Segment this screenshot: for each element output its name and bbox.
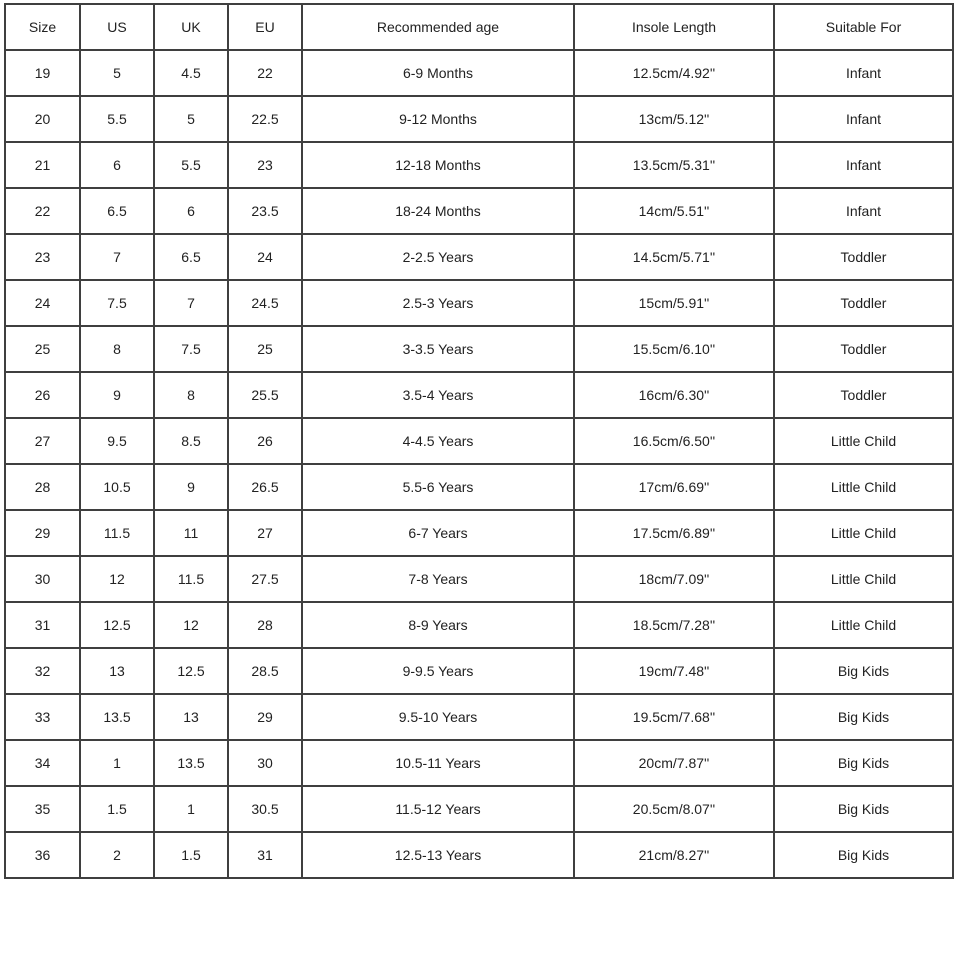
table-row <box>5 510 953 556</box>
cell-size: 28 <box>5 464 80 510</box>
cell-size: 34 <box>5 740 80 786</box>
cell-recommended-age: 9-12 Months <box>302 96 574 142</box>
cell-insole-length: 16cm/6.30'' <box>574 372 774 418</box>
cell-recommended-age: 11.5-12 Years <box>302 786 574 832</box>
cell-eu: 31 <box>228 832 302 878</box>
cell-eu: 22 <box>228 50 302 96</box>
cell-us: 12 <box>80 556 154 602</box>
cell-uk: 5.5 <box>154 142 228 188</box>
cell-recommended-age: 7-8 Years <box>302 556 574 602</box>
cell-us: 7 <box>80 234 154 280</box>
cell-uk: 7.5 <box>154 326 228 372</box>
cell-insole-length: 18.5cm/7.28'' <box>574 602 774 648</box>
table-header <box>5 4 953 50</box>
cell-uk: 12.5 <box>154 648 228 694</box>
cell-uk: 1.5 <box>154 832 228 878</box>
cell-us: 1 <box>80 740 154 786</box>
cell-insole-length: 21cm/8.27'' <box>574 832 774 878</box>
cell-suitable-for: Infant <box>774 50 953 96</box>
cell-size: 27 <box>5 418 80 464</box>
cell-us: 13 <box>80 648 154 694</box>
table-row <box>5 234 953 280</box>
cell-eu: 23.5 <box>228 188 302 234</box>
cell-suitable-for: Big Kids <box>774 740 953 786</box>
cell-insole-length: 14cm/5.51'' <box>574 188 774 234</box>
column-header-eu: EU <box>228 4 302 50</box>
cell-recommended-age: 18-24 Months <box>302 188 574 234</box>
cell-suitable-for: Little Child <box>774 418 953 464</box>
cell-suitable-for: Toddler <box>774 280 953 326</box>
cell-uk: 8.5 <box>154 418 228 464</box>
table-row <box>5 326 953 372</box>
cell-size: 26 <box>5 372 80 418</box>
cell-uk: 4.5 <box>154 50 228 96</box>
cell-insole-length: 13cm/5.12'' <box>574 96 774 142</box>
cell-recommended-age: 3.5-4 Years <box>302 372 574 418</box>
cell-insole-length: 16.5cm/6.50'' <box>574 418 774 464</box>
table-row <box>5 832 953 878</box>
cell-suitable-for: Little Child <box>774 602 953 648</box>
cell-eu: 28.5 <box>228 648 302 694</box>
cell-eu: 23 <box>228 142 302 188</box>
cell-size: 23 <box>5 234 80 280</box>
cell-insole-length: 13.5cm/5.31'' <box>574 142 774 188</box>
cell-suitable-for: Toddler <box>774 234 953 280</box>
table-row <box>5 556 953 602</box>
cell-suitable-for: Infant <box>774 142 953 188</box>
cell-uk: 13.5 <box>154 740 228 786</box>
cell-recommended-age: 5.5-6 Years <box>302 464 574 510</box>
cell-us: 6 <box>80 142 154 188</box>
table-row <box>5 602 953 648</box>
column-header-uk: UK <box>154 4 228 50</box>
cell-insole-length: 12.5cm/4.92'' <box>574 50 774 96</box>
cell-size: 19 <box>5 50 80 96</box>
cell-suitable-for: Big Kids <box>774 648 953 694</box>
table-row <box>5 142 953 188</box>
cell-suitable-for: Infant <box>774 188 953 234</box>
cell-eu: 25 <box>228 326 302 372</box>
cell-us: 7.5 <box>80 280 154 326</box>
cell-us: 2 <box>80 832 154 878</box>
cell-recommended-age: 3-3.5 Years <box>302 326 574 372</box>
cell-insole-length: 15.5cm/6.10'' <box>574 326 774 372</box>
table-body <box>5 50 953 878</box>
cell-eu: 22.5 <box>228 96 302 142</box>
cell-suitable-for: Toddler <box>774 326 953 372</box>
table-row <box>5 50 953 96</box>
cell-us: 13.5 <box>80 694 154 740</box>
cell-us: 12.5 <box>80 602 154 648</box>
cell-size: 32 <box>5 648 80 694</box>
header-row <box>5 4 953 50</box>
cell-uk: 9 <box>154 464 228 510</box>
cell-recommended-age: 9.5-10 Years <box>302 694 574 740</box>
cell-suitable-for: Little Child <box>774 556 953 602</box>
column-header-recommended-age: Recommended age <box>302 4 574 50</box>
table-row <box>5 188 953 234</box>
cell-uk: 1 <box>154 786 228 832</box>
cell-recommended-age: 12.5-13 Years <box>302 832 574 878</box>
cell-insole-length: 18cm/7.09'' <box>574 556 774 602</box>
cell-eu: 24.5 <box>228 280 302 326</box>
cell-uk: 5 <box>154 96 228 142</box>
cell-eu: 24 <box>228 234 302 280</box>
cell-recommended-age: 6-7 Years <box>302 510 574 556</box>
cell-recommended-age: 2.5-3 Years <box>302 280 574 326</box>
table-row <box>5 648 953 694</box>
cell-eu: 26 <box>228 418 302 464</box>
table-row <box>5 96 953 142</box>
cell-suitable-for: Little Child <box>774 464 953 510</box>
cell-us: 5 <box>80 50 154 96</box>
cell-eu: 28 <box>228 602 302 648</box>
column-header-us: US <box>80 4 154 50</box>
table-row <box>5 786 953 832</box>
cell-size: 24 <box>5 280 80 326</box>
cell-size: 22 <box>5 188 80 234</box>
table-row <box>5 372 953 418</box>
table-row <box>5 740 953 786</box>
cell-uk: 12 <box>154 602 228 648</box>
table-row <box>5 418 953 464</box>
cell-size: 36 <box>5 832 80 878</box>
cell-eu: 27 <box>228 510 302 556</box>
cell-us: 8 <box>80 326 154 372</box>
cell-us: 10.5 <box>80 464 154 510</box>
cell-uk: 6 <box>154 188 228 234</box>
cell-eu: 30 <box>228 740 302 786</box>
cell-recommended-age: 10.5-11 Years <box>302 740 574 786</box>
size-chart-table <box>4 3 954 879</box>
column-header-suitable-for: Suitable For <box>774 4 953 50</box>
cell-insole-length: 17cm/6.69'' <box>574 464 774 510</box>
cell-insole-length: 19cm/7.48'' <box>574 648 774 694</box>
cell-suitable-for: Big Kids <box>774 694 953 740</box>
cell-size: 30 <box>5 556 80 602</box>
cell-eu: 30.5 <box>228 786 302 832</box>
cell-recommended-age: 9-9.5 Years <box>302 648 574 694</box>
cell-eu: 26.5 <box>228 464 302 510</box>
cell-insole-length: 17.5cm/6.89'' <box>574 510 774 556</box>
cell-suitable-for: Big Kids <box>774 832 953 878</box>
cell-insole-length: 19.5cm/7.68'' <box>574 694 774 740</box>
column-header-insole-length: Insole Length <box>574 4 774 50</box>
cell-uk: 7 <box>154 280 228 326</box>
cell-suitable-for: Toddler <box>774 372 953 418</box>
table-row <box>5 694 953 740</box>
cell-uk: 11.5 <box>154 556 228 602</box>
cell-size: 21 <box>5 142 80 188</box>
cell-eu: 27.5 <box>228 556 302 602</box>
table-row <box>5 464 953 510</box>
cell-uk: 8 <box>154 372 228 418</box>
cell-suitable-for: Little Child <box>774 510 953 556</box>
cell-suitable-for: Infant <box>774 96 953 142</box>
cell-us: 9 <box>80 372 154 418</box>
cell-us: 6.5 <box>80 188 154 234</box>
cell-recommended-age: 2-2.5 Years <box>302 234 574 280</box>
cell-recommended-age: 12-18 Months <box>302 142 574 188</box>
cell-us: 9.5 <box>80 418 154 464</box>
cell-uk: 6.5 <box>154 234 228 280</box>
cell-size: 25 <box>5 326 80 372</box>
cell-insole-length: 15cm/5.91'' <box>574 280 774 326</box>
cell-us: 5.5 <box>80 96 154 142</box>
cell-uk: 13 <box>154 694 228 740</box>
cell-size: 31 <box>5 602 80 648</box>
cell-size: 29 <box>5 510 80 556</box>
table-row <box>5 280 953 326</box>
cell-insole-length: 14.5cm/5.71'' <box>574 234 774 280</box>
cell-recommended-age: 4-4.5 Years <box>302 418 574 464</box>
cell-us: 1.5 <box>80 786 154 832</box>
cell-insole-length: 20cm/7.87'' <box>574 740 774 786</box>
cell-recommended-age: 8-9 Years <box>302 602 574 648</box>
cell-eu: 25.5 <box>228 372 302 418</box>
cell-insole-length: 20.5cm/8.07'' <box>574 786 774 832</box>
column-header-size: Size <box>5 4 80 50</box>
cell-recommended-age: 6-9 Months <box>302 50 574 96</box>
cell-suitable-for: Big Kids <box>774 786 953 832</box>
cell-uk: 11 <box>154 510 228 556</box>
cell-size: 20 <box>5 96 80 142</box>
cell-us: 11.5 <box>80 510 154 556</box>
cell-eu: 29 <box>228 694 302 740</box>
cell-size: 35 <box>5 786 80 832</box>
cell-size: 33 <box>5 694 80 740</box>
